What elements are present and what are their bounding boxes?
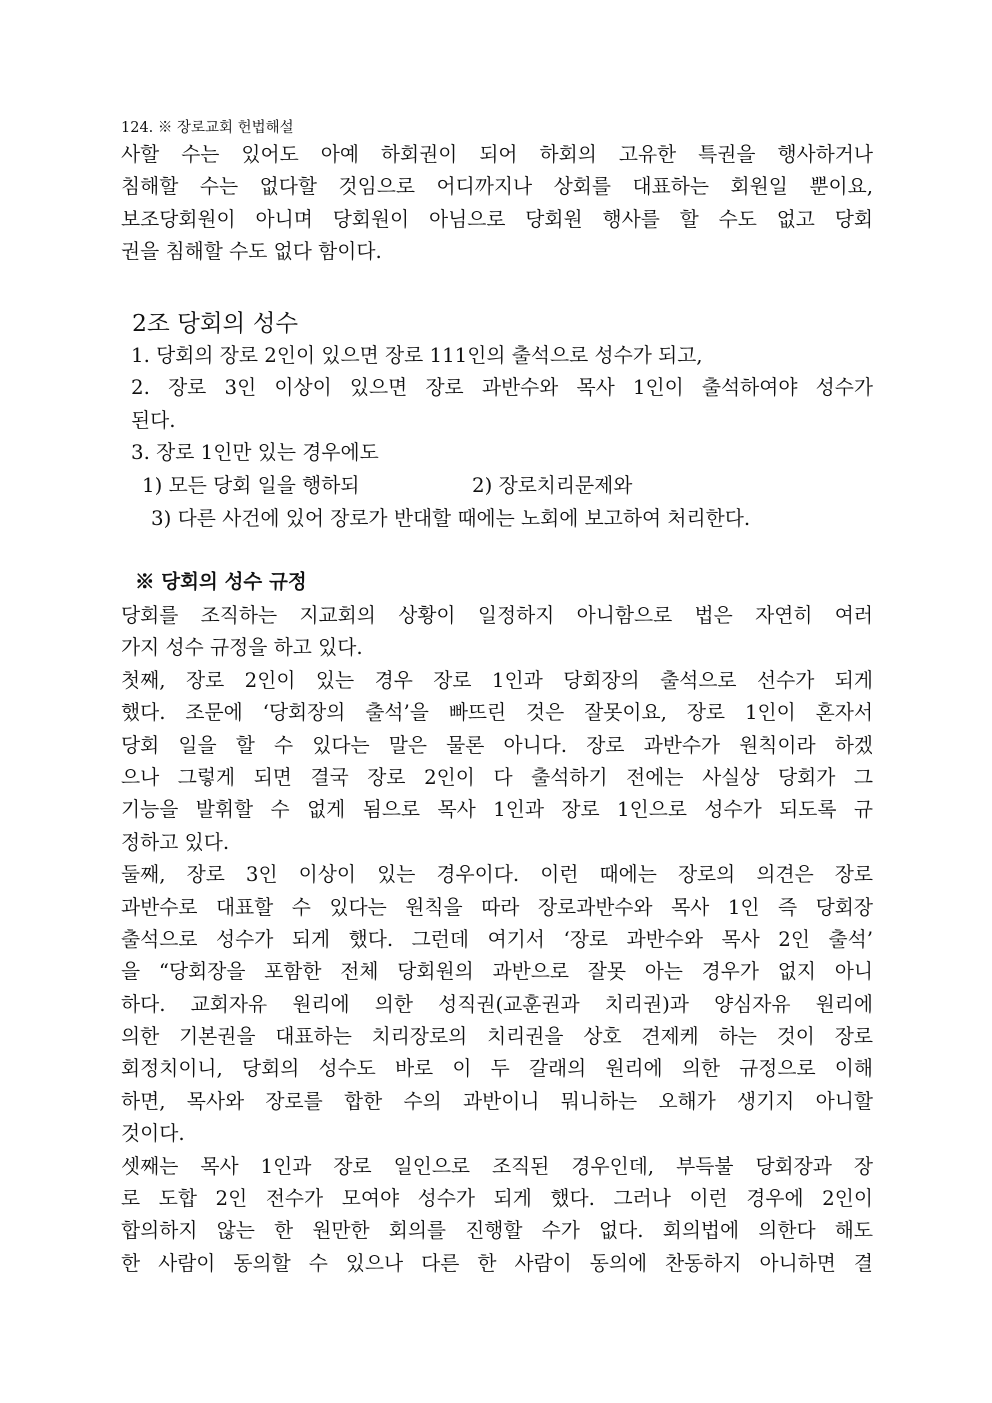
article-sub-2: 2) 장로치리문제와: [472, 474, 633, 497]
section-title: 2조 당회의 성수: [132, 309, 299, 337]
text-line: 회정치이니, 당회의 성수도 바로 이 두 갈래의 원리에 의한 규정으로 이해: [121, 1057, 873, 1081]
article-sub-3: 3) 다른 사건에 있어 장로가 반대할 때에는 노회에 보고하여 처리한다.: [151, 507, 751, 530]
text-line: 당회를 조직하는 지교회의 상황이 일정하지 아니함으로 법은 자연히 여러: [121, 604, 873, 627]
text-line: 로 도합 2인 전수가 모여야 성수가 되게 했다. 그러나 이런 경우에 2인이: [121, 1187, 873, 1211]
commentary-title: ※ 당회의 성수 규정: [135, 570, 307, 593]
text-line: 것이다.: [121, 1122, 185, 1146]
running-header: 124. ※ 장로교회 헌법해설: [121, 120, 294, 136]
text-line: 합의하지 않는 한 원만한 회의를 진행할 수가 없다. 회의법에 의한다 해도: [121, 1219, 873, 1243]
text-line: 사할 수는 있어도 아예 하회권이 되어 하회의 고유한 특권을 행사하거나: [121, 143, 873, 166]
text-line: 을 “당회장을 포함한 전체 당회원의 과반으로 잘못 아는 경우가 없지 아니: [121, 960, 873, 984]
intro-paragraph: [121, 139, 873, 269]
article-item-2-cont: 된다.: [131, 408, 176, 432]
article-item-1: 1. 당회의 장로 2인이 있으면 장로 111인의 출석으로 성수가 되고,: [131, 344, 703, 367]
text-line: 가지 성수 규정을 하고 있다.: [121, 636, 363, 660]
article-sub-1: 1) 모든 당회 일을 행하되: [142, 474, 360, 497]
text-line: 권을 침해할 수도 없다 함이다.: [121, 240, 382, 264]
text-line: 기능을 발휘할 수 없게 됨으로 목사 1인과 장로 1인으로 성수가 되도록 규: [121, 798, 873, 822]
article-item-2: 2. 장로 3인 이상이 있으면 장로 과반수와 목사 1인이 출석하여야 성수가: [131, 376, 873, 400]
article-list: [121, 340, 873, 470]
text-line: 보조당회원이 아니며 당회원이 아님으로 당회원 행사를 할 수도 없고 당회: [121, 207, 873, 231]
text-line: 침해할 수는 없다할 것임으로 어디까지나 상회를 대표하는 회원일 뿐이요,: [121, 175, 873, 199]
text-line: 했다. 조문에 ‘당회장의 출석’을 빠뜨린 것은 잘못이요, 장로 1인이 혼자서: [121, 701, 873, 725]
text-line: 과반수로 대표할 수 있다는 원칙을 따라 장로과반수와 목사 1인 즉 당회장: [121, 895, 873, 919]
text-line: 한 사람이 동의할 수 있으나 다른 한 사람이 동의에 찬동하지 아니하면 결: [121, 1251, 873, 1275]
text-line: 하면, 목사와 장로를 합한 수의 과반이니 뭐니하는 오해가 생기지 아니할: [121, 1089, 873, 1113]
text-line: 당회 일을 할 수 있다는 말은 물론 아니다. 장로 과반수가 원칙이라 하겠: [121, 733, 873, 757]
text-line: 의한 기본권을 대표하는 치리장로의 치리권을 상호 견제케 하는 것이 장로: [121, 1025, 873, 1049]
article-item-3: 3. 장로 1인만 있는 경우에도: [131, 441, 379, 465]
text-line: 셋째는 목사 1인과 장로 일인으로 조직된 경우인데, 부득불 당회장과 장: [121, 1154, 873, 1178]
text-line: 첫째, 장로 2인이 있는 경우 장로 1인과 당회장의 출석으로 선수가 되게: [121, 668, 873, 692]
text-line: 으나 그렇게 되면 결국 장로 2인이 다 출석하기 전에는 사실상 당회가 그: [121, 765, 873, 789]
text-line: 출석으로 성수가 되게 했다. 그런데 여기서 ‘장로 과반수와 목사 2인 출석’: [121, 927, 873, 951]
text-line: 하다. 교회자유 원리에 의한 성직권(교훈권과 치리권)과 양심자유 원리에: [121, 992, 873, 1016]
text-line: 정하고 있다.: [121, 830, 230, 854]
commentary-body: [121, 600, 873, 1280]
text-line: 둘째, 장로 3인 이상이 있는 경우이다. 이런 때에는 장로의 의견은 장로: [121, 863, 873, 887]
